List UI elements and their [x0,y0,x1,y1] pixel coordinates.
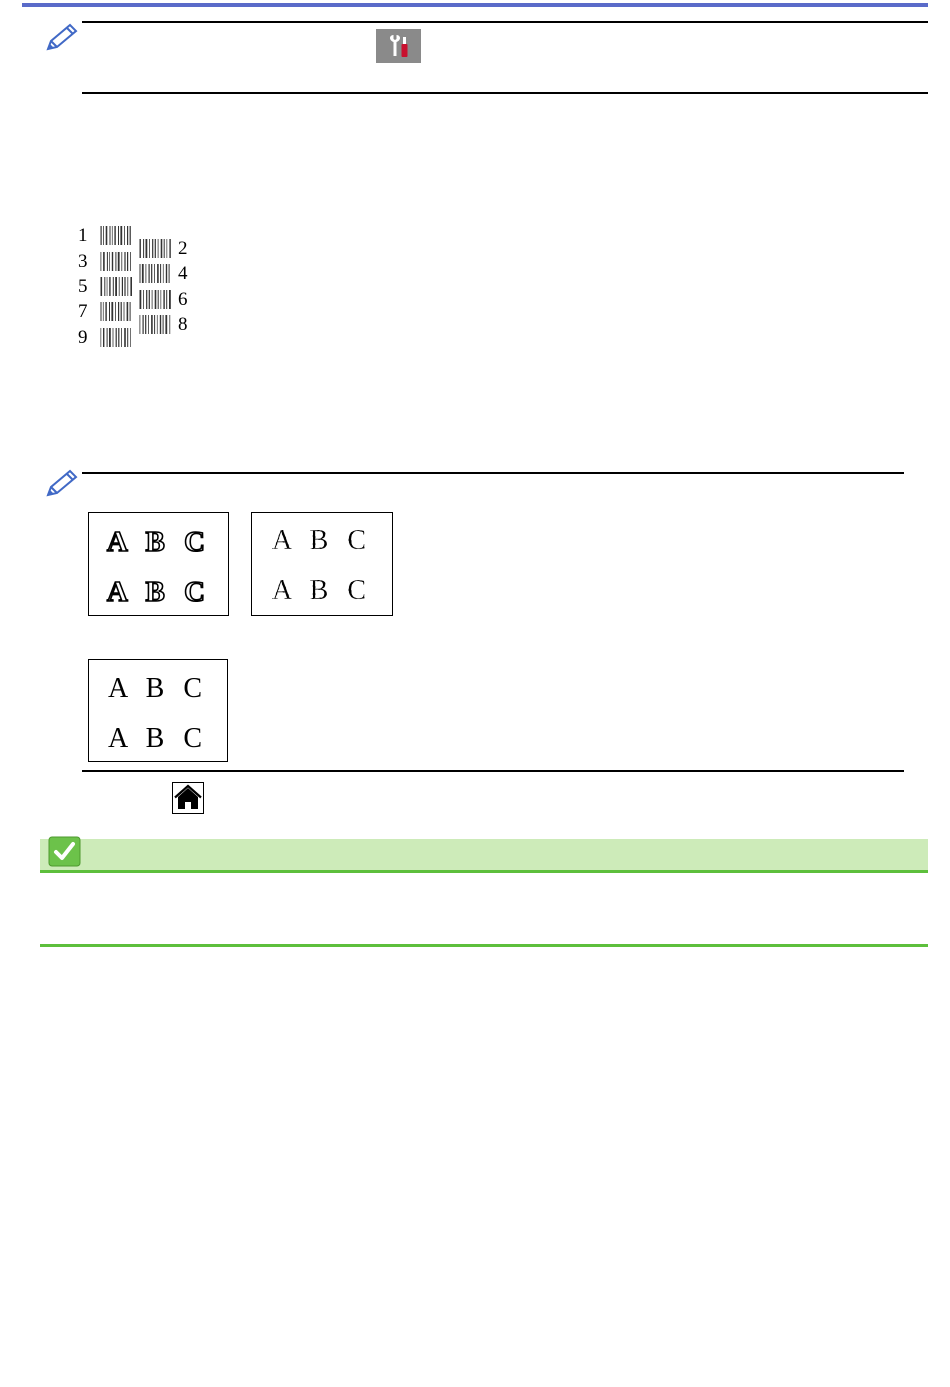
home-icon [172,782,204,814]
sample-text: A B C [106,576,212,608]
screwdriver-wrench-icon [376,29,421,63]
pattern-number: 2 [178,238,188,259]
pattern-bar-block [139,264,172,283]
related-info-rule [40,870,928,873]
pattern-bar-block [139,239,172,258]
pattern-number: 6 [178,289,188,310]
note-top-rule [82,21,928,23]
pattern-number: 5 [78,276,88,297]
related-info-band [40,839,928,870]
sample-text: A B C [271,525,373,556]
pattern-bar-block [100,328,133,347]
pattern-bar-block [100,302,133,321]
related-info-bottom-rule [40,944,928,947]
sample-text: A B C [106,526,212,558]
test-pattern [74,224,204,352]
pattern-number: 8 [178,314,188,335]
pattern-bar-block [100,226,133,245]
pencil-icon [44,23,80,53]
sample-text: A B C [271,575,373,606]
pattern-number: 7 [78,301,88,322]
pattern-bar-block [139,290,172,309]
pattern-bar-block [100,252,133,271]
pattern-number: 9 [78,327,88,348]
note-bottom-rule [82,770,904,772]
pattern-number: 3 [78,251,88,272]
pencil-icon [44,469,80,499]
sample-correct-print [88,659,228,762]
sample-bold-print [88,512,229,616]
sample-misaligned-print [251,512,393,616]
pattern-bar-block [139,315,172,334]
top-accent-bar [22,3,928,7]
pattern-number: 4 [178,263,188,284]
sample-text: A B C [107,723,209,754]
checkmark-icon [48,836,81,867]
sample-text: A B C [107,673,209,704]
pattern-number: 1 [78,225,88,246]
note-bottom-rule [82,92,928,94]
note-top-rule [82,472,904,474]
pattern-bar-block [100,277,133,296]
